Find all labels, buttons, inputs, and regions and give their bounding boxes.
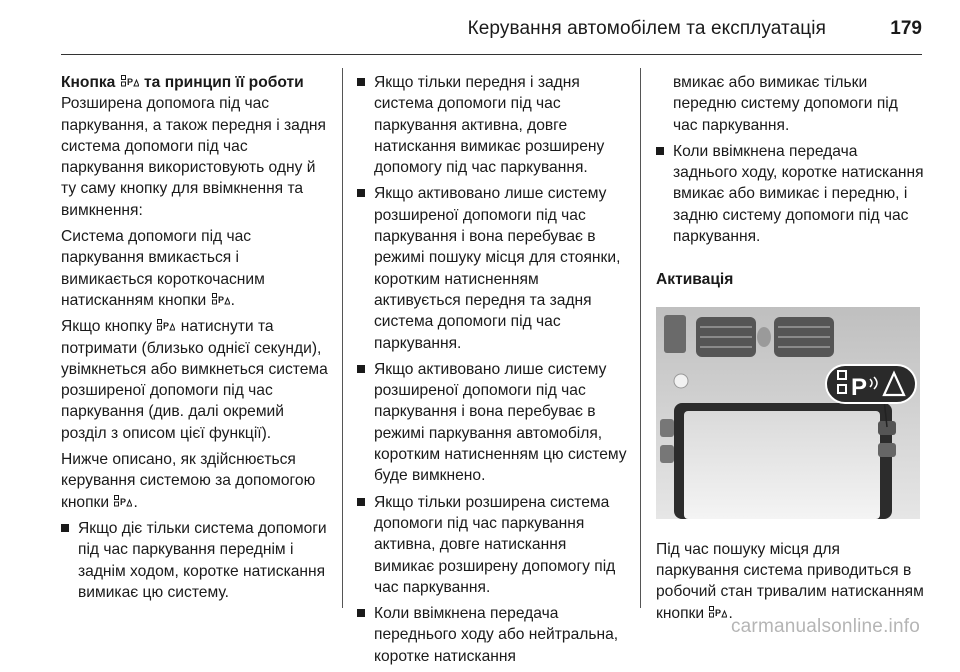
park-assist-button-icon [121,75,139,88]
bullet-item: Коли ввімкнена передача переднього ходу або нейтральна, коротке натискання [357,603,629,667]
bullet-item: Якщо активовано лише систему розширеної допомоги під час паркування і вона перебуває в режимі пошуку місця для стоянки, коротким натисненням активується передня та задня система допомоги під час паркування. [357,183,629,353]
park-assist-button-icon [212,293,230,306]
park-assist-button-icon [157,319,175,332]
bullet-item: Якщо тільки розширена система допомоги під час паркування активна, довге натискання вимикає розширену допомогу під час паркування. [357,492,629,598]
park-assist-button-icon [709,606,727,619]
column-divider [640,68,641,608]
section-heading: Кнопка P та принцип її роботи [61,74,304,91]
column-1 [61,72,329,608]
paragraph: Якщо кнопку P натиснути та потримати (близько однієї секунди), увімкнеться або вимкнеться система розширеної допомоги під час паркування (див. далі окремий розділ з описом цієї функції). [61,318,328,442]
page-number: 179 [890,18,922,39]
bullet-item: Якщо активовано лише систему розширеної допомоги під час паркування і вона перебуває в режимі паркування автомобіля, коротким натисненням цю систему буде вимкнено. [357,359,629,487]
park-assist-button-icon [114,495,132,508]
section-heading: Активація [656,271,734,289]
bullet-item: Якщо тільки передня і задня система допомоги під час паркування активна, довге натискання вимикає розширену допомогу під час паркування. [357,72,629,178]
svg-text:P: P [120,496,127,507]
svg-text:P: P [715,607,722,618]
paragraph: Під час пошуку місця для паркування система приводиться в робочий стан тривалим натисканням кнопки P . [656,540,924,622]
paragraph: Розширена допомога під час паркування, а також передня і задня система допомоги під час паркування використовують одну й ту саму кнопку для ввімкнення та вимкнення: [61,95,326,219]
bullet-item: Якщо діє тільки система допомоги під час паркування переднім і заднім ходом, коротке натискання вимикає цю систему. [61,518,329,603]
column-divider [342,68,343,608]
svg-text:P: P [126,77,133,87]
page-title: Керування автомобілем та експлуатація [467,18,826,39]
column-3 [656,72,926,629]
dashboard-illustration [656,307,920,519]
dashboard-photo [656,307,920,519]
svg-text:P: P [163,321,170,332]
svg-text:P: P [851,373,868,401]
paragraph: Нижче описано, як здійснюється керування системою за допомогою кнопки P . [61,451,316,511]
paragraph: Система допомоги під час паркування вмикається і вимикається короткочасним натисканням кнопки P . [61,228,265,309]
bullet-item: Коли ввімкнена передача заднього ходу, коротке натискання вмикає або вимикає і передню, і задню систему допомоги під час паркування. [656,141,926,247]
page-header [61,14,922,55]
column-2 [357,72,629,672]
svg-text:P: P [217,294,224,305]
watermark-text: carmanualsonline.info [730,616,920,637]
bullet-continuation: вмикає або вимикає тільки передню систему допомоги під час паркування. [673,74,898,134]
